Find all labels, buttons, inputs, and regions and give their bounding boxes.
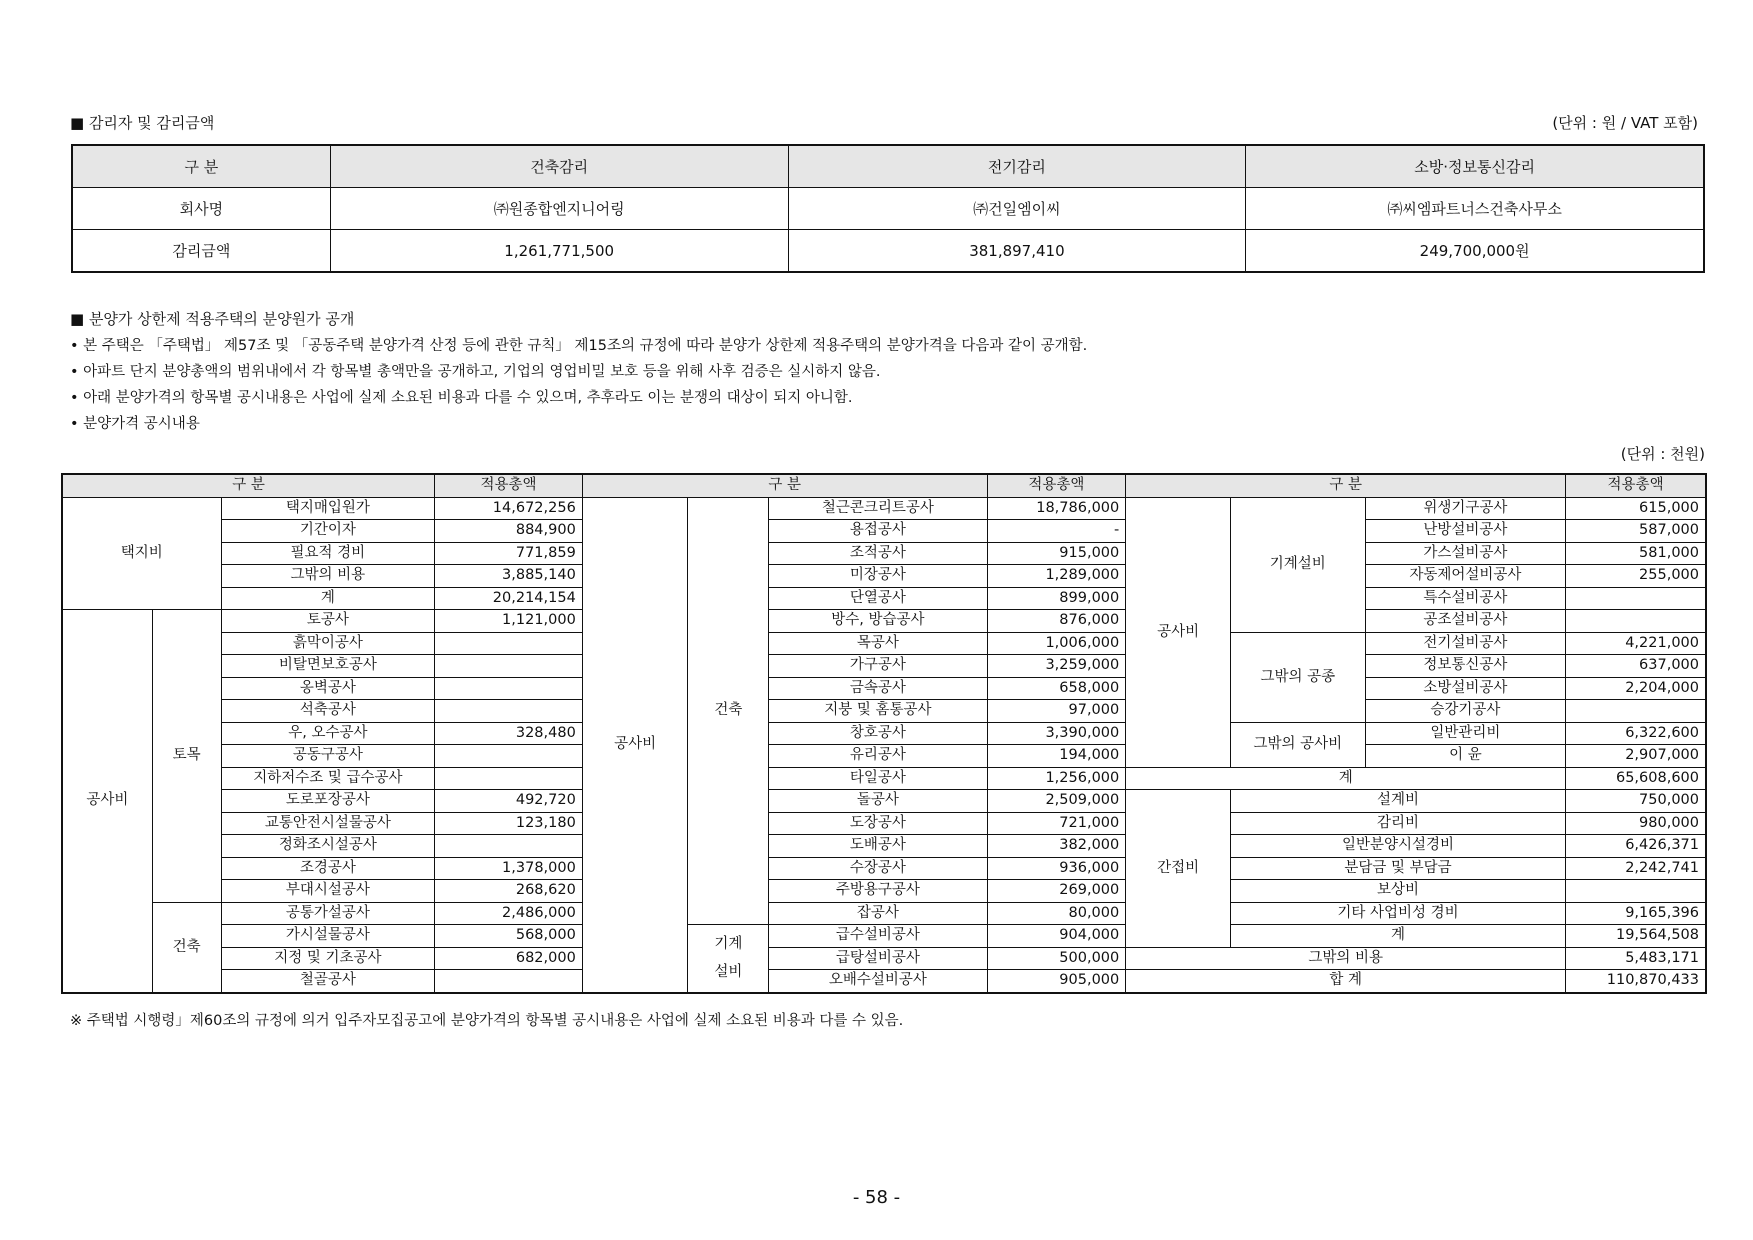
company-cell: ㈜원종합엔지니어링 [330, 188, 788, 230]
item-label: 계 [221, 587, 435, 610]
item-amount: 682,000 [435, 947, 583, 970]
item-label: 급탕설비공사 [769, 947, 987, 970]
header-cell: 적용총액 [435, 475, 583, 498]
table-row [63, 700, 1706, 723]
item-label: 감리비 [1230, 812, 1565, 835]
item-amount: 904,000 [987, 925, 1126, 948]
item-label: 위생기구공사 [1365, 497, 1565, 520]
item-amount: 110,870,433 [1566, 970, 1706, 993]
table-row [63, 880, 1706, 903]
item-amount: 65,608,600 [1566, 767, 1706, 790]
item-amount [435, 655, 583, 678]
item-label: 용접공사 [769, 520, 987, 543]
item-amount: 3,390,000 [987, 722, 1126, 745]
header-cell: 건축감리 [330, 146, 788, 188]
item-amount: 18,786,000 [987, 497, 1126, 520]
item-label: 일반분양시설경비 [1230, 835, 1565, 858]
table-row [63, 902, 1706, 925]
item-amount: 936,000 [987, 857, 1126, 880]
table-row [63, 745, 1706, 768]
table-row [63, 655, 1706, 678]
item-amount: 581,000 [1566, 542, 1706, 565]
item-amount: 5,483,171 [1566, 947, 1706, 970]
item-label: 조적공사 [769, 542, 987, 565]
header-cell: 전기감리 [788, 146, 1246, 188]
group-land: 택지비 [63, 497, 222, 610]
item-amount: 492,720 [435, 790, 583, 813]
item-label: 기간이자 [221, 520, 435, 543]
item-label: 목공사 [769, 632, 987, 655]
item-label: 소방설비공사 [1365, 677, 1565, 700]
item-amount: 20,214,154 [435, 587, 583, 610]
item-label: 수장공사 [769, 857, 987, 880]
item-label: 난방설비공사 [1365, 520, 1565, 543]
item-label: 계 [1126, 767, 1566, 790]
item-amount: - [987, 520, 1126, 543]
item-label: 정보통신공사 [1365, 655, 1565, 678]
group-mech-line: 기계 [714, 936, 743, 953]
header-cell: 적용총액 [1566, 475, 1706, 498]
item-amount: 2,486,000 [435, 902, 583, 925]
bullet-text: • 아래 분양가격의 항목별 공시내용은 사업에 실제 소요된 비용과 다를 수 있으며, 추후라도 이는 분쟁의 대상이 되지 아니함. [70, 390, 853, 406]
group-mech-equip: 기계설비 [1230, 497, 1365, 632]
item-amount: 721,000 [987, 812, 1126, 835]
item-amount: 14,672,256 [435, 497, 583, 520]
item-amount: 6,426,371 [1566, 835, 1706, 858]
table-row [63, 587, 1706, 610]
table-row [73, 230, 1704, 272]
item-amount: 980,000 [1566, 812, 1706, 835]
row-label: 감리금액 [73, 230, 331, 272]
table-row [63, 677, 1706, 700]
amount-cell: 1,261,771,500 [330, 230, 788, 272]
item-label: 지붕 및 홈통공사 [769, 700, 987, 723]
item-amount: 3,885,140 [435, 565, 583, 588]
company-cell: ㈜씨엠파트너스건축사무소 [1246, 188, 1704, 230]
item-amount: 9,165,396 [1566, 902, 1706, 925]
item-amount: 899,000 [987, 587, 1126, 610]
item-amount [1566, 610, 1706, 633]
item-label: 창호공사 [769, 722, 987, 745]
table-row [63, 632, 1706, 655]
item-amount: 587,000 [1566, 520, 1706, 543]
item-amount: 2,509,000 [987, 790, 1126, 813]
table-row [63, 970, 1706, 993]
item-label: 철골공사 [221, 970, 435, 993]
table-row [63, 925, 1706, 948]
item-amount: 876,000 [987, 610, 1126, 633]
item-label: 미장공사 [769, 565, 987, 588]
item-amount: 750,000 [1566, 790, 1706, 813]
item-amount: 3,259,000 [987, 655, 1126, 678]
group-construction: 공사비 [582, 497, 688, 992]
item-amount: 500,000 [987, 947, 1126, 970]
group-indirect: 간접비 [1126, 790, 1231, 948]
item-label: 자동제어설비공사 [1365, 565, 1565, 588]
item-amount [435, 677, 583, 700]
item-amount: 80,000 [987, 902, 1126, 925]
header-cell: 적용총액 [987, 475, 1126, 498]
item-amount: 268,620 [435, 880, 583, 903]
item-label: 분담금 및 부담금 [1230, 857, 1565, 880]
item-label: 토공사 [221, 610, 435, 633]
item-amount: 194,000 [987, 745, 1126, 768]
group-construction: 공사비 [63, 610, 153, 993]
header-cell: 소방·정보통신감리 [1246, 146, 1704, 188]
item-amount: 1,006,000 [987, 632, 1126, 655]
item-label: 흙막이공사 [221, 632, 435, 655]
table-row [63, 835, 1706, 858]
item-amount: 97,000 [987, 700, 1126, 723]
company-cell: ㈜건일엠이씨 [788, 188, 1246, 230]
item-amount [435, 835, 583, 858]
table-row [63, 542, 1706, 565]
table-row [63, 767, 1706, 790]
item-amount: 771,859 [435, 542, 583, 565]
item-label: 공조설비공사 [1365, 610, 1565, 633]
header-cell: 구 분 [73, 146, 331, 188]
table-row [63, 722, 1706, 745]
item-label: 방수, 방습공사 [769, 610, 987, 633]
item-label: 전기설비공사 [1365, 632, 1565, 655]
bullet-text: • 분양가격 공시내용 [70, 416, 200, 432]
table-row [63, 565, 1706, 588]
table-row [63, 857, 1706, 880]
group-civil: 토목 [152, 610, 221, 903]
item-amount: 658,000 [987, 677, 1126, 700]
item-label: 유리공사 [769, 745, 987, 768]
item-label: 공동구공사 [221, 745, 435, 768]
table-row [63, 790, 1706, 813]
item-label: 부대시설공사 [221, 880, 435, 903]
item-amount [1566, 700, 1706, 723]
header-cell: 구 분 [1126, 475, 1566, 498]
item-label: 도로포장공사 [221, 790, 435, 813]
item-label: 기타 사업비성 경비 [1230, 902, 1565, 925]
supervision-table [72, 145, 1704, 272]
item-amount: 2,204,000 [1566, 677, 1706, 700]
page-number: - 58 - [852, 1187, 901, 1208]
table-row [63, 610, 1706, 633]
group-construction: 공사비 [1126, 497, 1231, 767]
item-label: 도장공사 [769, 812, 987, 835]
item-label: 필요적 경비 [221, 542, 435, 565]
item-label: 가스설비공사 [1365, 542, 1565, 565]
group-other-construction: 그밖의 공사비 [1230, 722, 1365, 767]
item-label: 급수설비공사 [769, 925, 987, 948]
group-mech [688, 925, 769, 993]
item-amount [435, 700, 583, 723]
item-amount [1566, 587, 1706, 610]
item-amount: 915,000 [987, 542, 1126, 565]
item-label: 옹벽공사 [221, 677, 435, 700]
item-amount [435, 767, 583, 790]
group-building: 건축 [152, 902, 221, 992]
bullet-text: • 본 주택은 「주택법」 제57조 및 「공동주택 분양가격 산정 등에 관한 규칙」 제15조의 규정에 따라 분양가 상한제 적용주택의 분양가격을 다음과 같이 공개함. [70, 338, 1088, 354]
table-row [63, 497, 1706, 520]
item-label: 지정 및 기초공사 [221, 947, 435, 970]
item-amount: 1,121,000 [435, 610, 583, 633]
item-label: 금속공사 [769, 677, 987, 700]
disclosure-title: ■ 분양가 상한제 적용주택의 분양원가 공개 [70, 310, 355, 328]
item-label: 도배공사 [769, 835, 987, 858]
item-label: 정화조시설공사 [221, 835, 435, 858]
table-row [63, 812, 1706, 835]
item-label: 오배수설비공사 [769, 970, 987, 993]
item-label: 돌공사 [769, 790, 987, 813]
item-label: 합 계 [1126, 970, 1566, 993]
header-cell: 구 분 [582, 475, 987, 498]
item-label: 지하저수조 및 급수공사 [221, 767, 435, 790]
item-label: 조경공사 [221, 857, 435, 880]
cost-disclosure-table [62, 474, 1706, 993]
item-label: 우, 오수공사 [221, 722, 435, 745]
item-amount [1566, 880, 1706, 903]
item-label: 교통안전시설물공사 [221, 812, 435, 835]
item-amount [435, 970, 583, 993]
item-amount: 637,000 [1566, 655, 1706, 678]
item-label: 공통가설공사 [221, 902, 435, 925]
table-row [73, 188, 1704, 230]
table-row [63, 947, 1706, 970]
amount-cell: 381,897,410 [788, 230, 1246, 272]
item-label: 잡공사 [769, 902, 987, 925]
item-label: 특수설비공사 [1365, 587, 1565, 610]
item-label: 그밖의 비용 [221, 565, 435, 588]
item-label: 택지매입원가 [221, 497, 435, 520]
table-row [63, 475, 1706, 498]
group-building: 건축 [688, 497, 769, 925]
item-amount: 2,242,741 [1566, 857, 1706, 880]
item-label: 타일공사 [769, 767, 987, 790]
item-amount: 269,000 [987, 880, 1126, 903]
item-label: 계 [1230, 925, 1565, 948]
group-other-works: 그밖의 공종 [1230, 632, 1365, 722]
item-amount: 1,378,000 [435, 857, 583, 880]
item-label: 가시설물공사 [221, 925, 435, 948]
bullet-text: • 아파트 단지 분양총액의 범위내에서 각 항목별 총액만을 공개하고, 기업의 영업비밀 보호 등을 위해 사후 검증은 실시하지 않음. [70, 364, 881, 380]
item-amount: 568,000 [435, 925, 583, 948]
item-label: 석축공사 [221, 700, 435, 723]
item-label: 설계비 [1230, 790, 1565, 813]
item-amount: 19,564,508 [1566, 925, 1706, 948]
item-amount [435, 745, 583, 768]
amount-cell: 249,700,000원 [1246, 230, 1704, 272]
table-row [73, 146, 1704, 188]
item-amount: 1,256,000 [987, 767, 1126, 790]
cost-unit: (단위 : 천원) [1620, 445, 1705, 463]
item-label: 이 윤 [1365, 745, 1565, 768]
item-amount: 4,221,000 [1566, 632, 1706, 655]
item-label: 철근콘크리트공사 [769, 497, 987, 520]
item-amount: 884,900 [435, 520, 583, 543]
supervision-unit: (단위 : 원 / VAT 포함) [1552, 114, 1698, 132]
row-label: 회사명 [73, 188, 331, 230]
supervision-title: ■ 감리자 및 감리금액 [70, 114, 215, 132]
item-label: 보상비 [1230, 880, 1565, 903]
item-label: 가구공사 [769, 655, 987, 678]
item-label: 일반관리비 [1365, 722, 1565, 745]
footnote: ※ 주택법 시행령」제60조의 규정에 의거 입주자모집공고에 분양가격의 항목별 공시내용은 사업에 실제 소요된 비용과 다를 수 있음. [70, 1013, 904, 1029]
item-amount: 905,000 [987, 970, 1126, 993]
item-label: 비탈면보호공사 [221, 655, 435, 678]
header-cell: 구 분 [63, 475, 435, 498]
item-amount: 255,000 [1566, 565, 1706, 588]
item-amount: 2,907,000 [1566, 745, 1706, 768]
item-amount: 328,480 [435, 722, 583, 745]
item-label: 주방용구공사 [769, 880, 987, 903]
item-label: 승강기공사 [1365, 700, 1565, 723]
item-amount: 1,289,000 [987, 565, 1126, 588]
item-label: 단열공사 [769, 587, 987, 610]
item-amount: 123,180 [435, 812, 583, 835]
item-amount [435, 632, 583, 655]
item-amount: 6,322,600 [1566, 722, 1706, 745]
item-amount: 382,000 [987, 835, 1126, 858]
table-row [63, 520, 1706, 543]
item-amount: 615,000 [1566, 497, 1706, 520]
item-label: 그밖의 비용 [1126, 947, 1566, 970]
group-mech-line: 설비 [714, 964, 743, 981]
